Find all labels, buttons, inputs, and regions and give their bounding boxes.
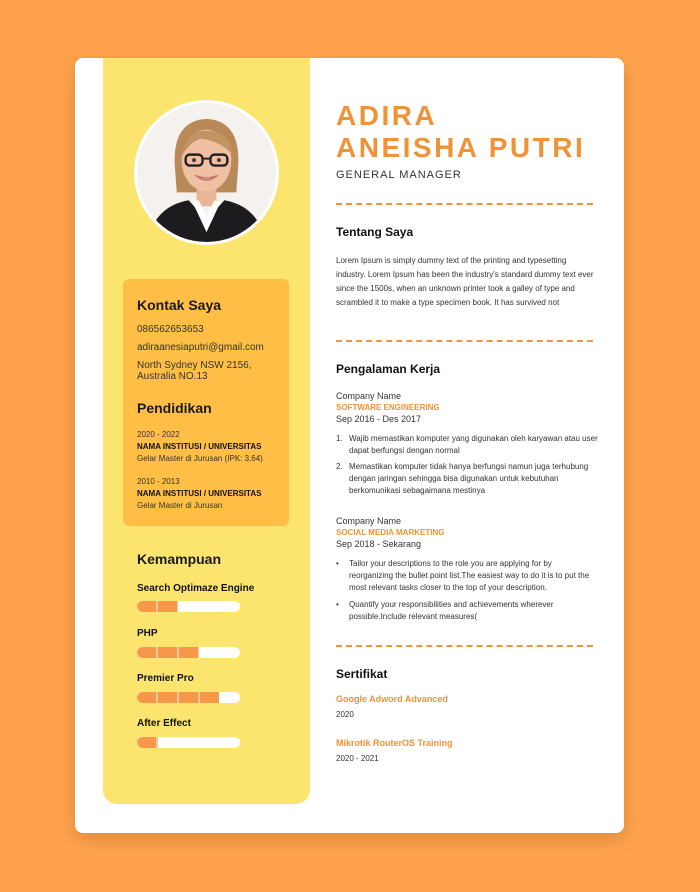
job-duty (336, 433, 598, 457)
profile-name: ADIRA ANEISHA PUTRI (336, 100, 586, 163)
profile-photo (134, 100, 279, 245)
education-degree: Gelar Master di Jurusan (137, 501, 223, 510)
portrait-image (137, 103, 276, 242)
certificate-year: 2020 (336, 710, 354, 719)
skill-name: Premier Pro (137, 673, 194, 684)
skill-bar (137, 601, 240, 612)
skill-bar-fill (137, 737, 158, 748)
skills-heading: Kemampuan (137, 551, 222, 567)
list-marker: 2. (336, 462, 343, 471)
contact-phone[interactable]: 08656265365​3 (137, 324, 204, 335)
certificates-heading: Sertifikat (336, 667, 388, 681)
contact-heading: Kontak Saya (137, 297, 222, 313)
education-institution: NAMA INSTITUSI / UNIVERSITAS (137, 442, 262, 451)
contact-address-line2: Australia NO.13 (137, 371, 208, 382)
skill-name: After Effect (137, 718, 191, 729)
education-heading: Pendidikan (137, 400, 212, 416)
duty-text: Wajib memastikan komputer yang digunakan oleh karyawan atau user dapat berfungsi dengan normal (349, 434, 598, 455)
contact-address-line1: North Sydney NSW 2156, (137, 360, 252, 371)
job-position: SOCIAL MEDIA MARKETING (336, 528, 445, 537)
skill-bar-fill (137, 601, 178, 612)
section-divider (336, 340, 593, 342)
duty-text: Memastikan komputer tidak hanya berfungsi namun juga terhubung dengan jaringan sehingga bisa digunakan untuk kebutuhan berkomunikasi sebagaimana mestinya (349, 462, 589, 495)
list-marker: • (336, 559, 339, 568)
education-institution: NAMA INSTITUSI / UNIVERSITAS (137, 489, 262, 498)
experience-heading: Pengalaman Kerja (336, 362, 441, 376)
skill-bar-fill (137, 647, 199, 658)
job-position: SOFTWARE ENGINEERING (336, 403, 440, 412)
skill-bar-fill (137, 692, 219, 703)
skill-name: Search Optimaze Engine (137, 583, 255, 594)
list-marker: • (336, 600, 339, 609)
about-heading: Tentang Saya (336, 225, 414, 239)
job-duty (336, 558, 598, 594)
skill-name: PHP (137, 628, 158, 639)
duty-text: Quantify your responsibilities and achievements wherever possible.Include relevant measures( (349, 600, 554, 621)
section-divider (336, 203, 593, 205)
certificate-name: Google Adword Advanced (336, 694, 448, 704)
job-duty (336, 599, 598, 623)
contact-email[interactable]: adiraanesiaputri@gmail.com (137, 342, 264, 353)
job-duty (336, 461, 598, 497)
duty-text: Tailor your descriptions to the role you are applying for by reorganizing the bullet point list.The easiest way to do it is to put the most relevant tasks closer to the top of your description. (349, 559, 590, 592)
about-text: Lorem Ipsum is simply dummy text of the printing and typesetting industry. Lorem Ipsum has been the industry's standard dummy text ever since the 1500s, when an unknown printer took a galley of type and scrambled it to make a type specimen book. It has survived not (336, 256, 594, 307)
skill-bar (137, 737, 240, 748)
education-degree: Gelar Master di Jurusan (IPK: 3,64) (137, 454, 263, 463)
education-years: 2020 - 2022 (137, 430, 180, 439)
section-divider (336, 645, 593, 647)
list-marker: 1. (336, 434, 343, 443)
job-company: Company Name (336, 516, 402, 526)
job-dates: Sep 2016 - Des 2017 (336, 414, 422, 424)
profile-title: GENERAL MANAGER (336, 169, 462, 181)
certificate-name: Mikrotik RouterOS Training (336, 738, 453, 748)
skill-bar (137, 692, 240, 703)
education-years: 2010 - 2013 (137, 477, 180, 486)
skill-bar (137, 647, 240, 658)
job-dates: Sep 2018 - Sekarang (336, 539, 422, 549)
certificate-year: 2020 - 2021 (336, 754, 379, 763)
job-company: Company Name (336, 391, 402, 401)
